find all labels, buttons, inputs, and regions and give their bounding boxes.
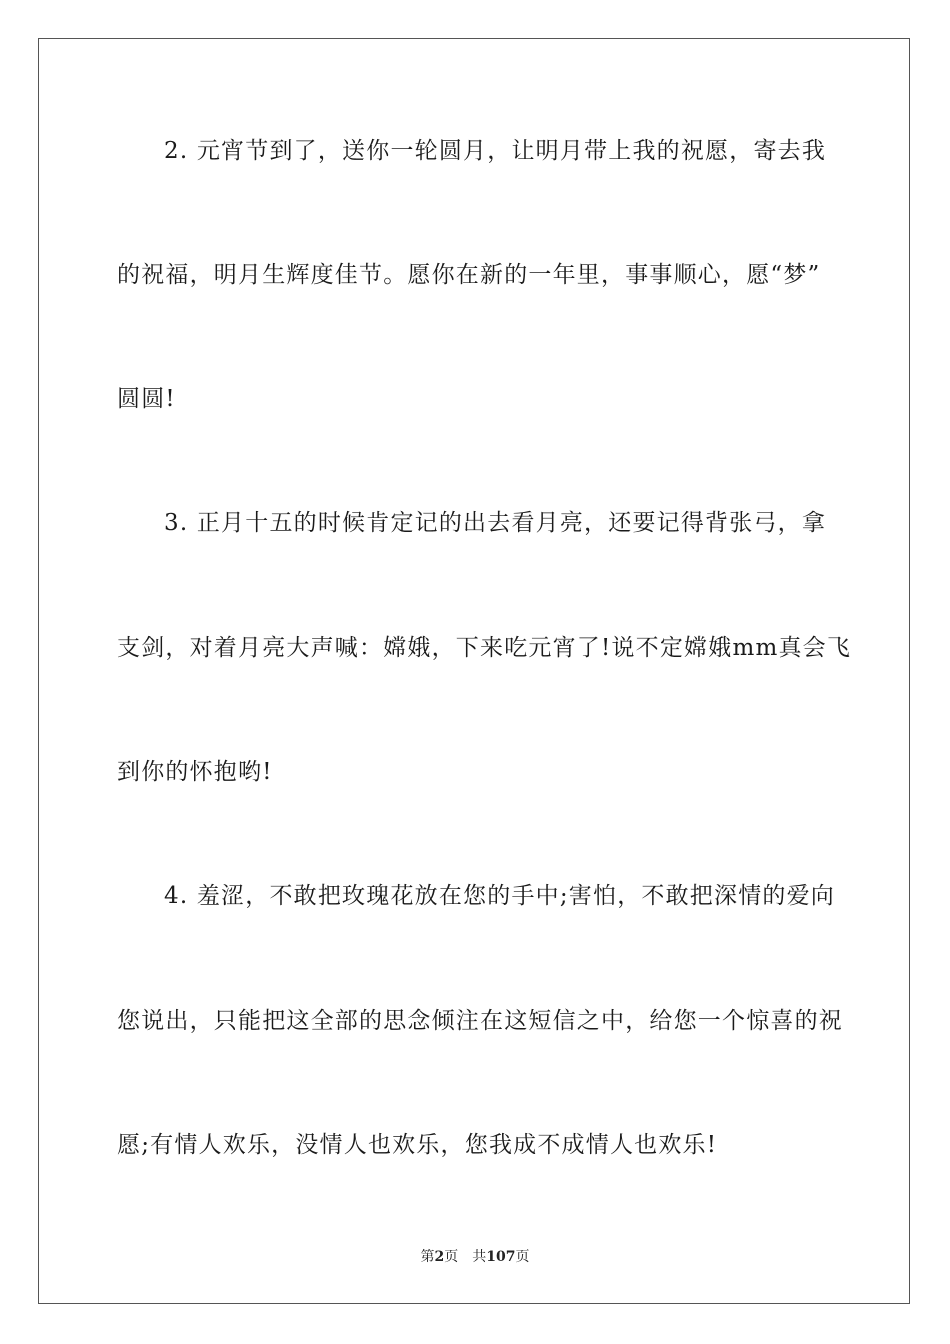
total-suffix: 页 [515, 1249, 530, 1265]
paragraph-3-line-3: 到你的怀抱哟! [117, 759, 273, 785]
paragraph-2-line-3: 圆圆! [117, 386, 176, 412]
page-footer [0, 1248, 950, 1266]
page-border [38, 38, 910, 1304]
page-suffix: 页 [444, 1249, 459, 1265]
total-prefix: 共 [472, 1249, 487, 1265]
page-prefix: 第 [420, 1249, 435, 1265]
paragraph-2-line-2: 的祝福，明月生辉度佳节。愿你在新的一年里，事事顺心，愿“梦” [117, 262, 821, 288]
paragraph-3-line-1: 3. 正月十五的时候肯定记的出去看月亮，还要记得背张弓，拿 [164, 510, 827, 536]
page-number: 2 [434, 1249, 445, 1265]
paragraph-4-line-1: 4. 羞涩，不敢把玫瑰花放在您的手中;害怕，不敢把深情的爱向 [164, 883, 836, 909]
paragraph-4-line-3: 愿;有情人欢乐，没情人也欢乐，您我成不成情人也欢乐! [117, 1132, 718, 1158]
paragraph-4-line-2: 您说出，只能把这全部的思念倾注在这短信之中，给您一个惊喜的祝 [117, 1008, 843, 1034]
total-pages: 107 [486, 1249, 516, 1265]
paragraph-2-line-1: 2. 元宵节到了，送你一轮圆月，让明月带上我的祝愿，寄去我 [164, 138, 827, 164]
paragraph-3-line-2: 支剑，对着月亮大声喊：嫦娥，下来吃元宵了!说不定嫦娥mm真会飞 [117, 635, 852, 661]
